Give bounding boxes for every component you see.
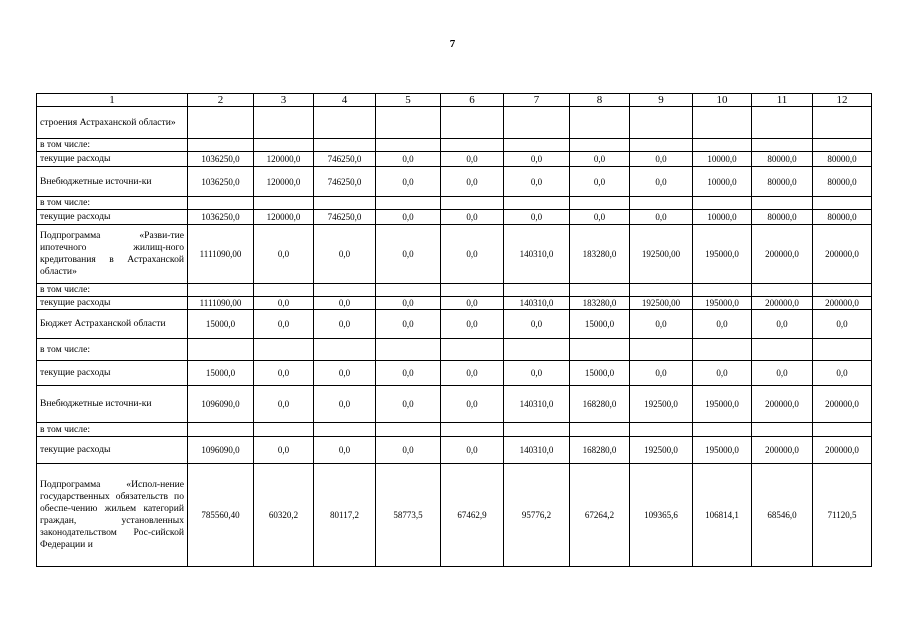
cell-value [630,284,693,297]
cell-value: 0,0 [441,167,504,197]
table-row [37,386,872,423]
cell-value [376,139,441,152]
cell-value: 0,0 [254,297,314,310]
cell-value [188,139,254,152]
cell-value: 200000,0 [752,297,813,310]
cell-value [570,139,630,152]
column-header: 7 [504,94,570,107]
cell-value: 192500,0 [630,386,693,423]
cell-value [376,284,441,297]
cell-value [752,139,813,152]
cell-value: 120000,0 [254,210,314,225]
cell-value [813,339,872,361]
cell-value [314,423,376,437]
cell-value: 200000,0 [752,386,813,423]
cell-value [504,284,570,297]
cell-value: 0,0 [254,361,314,386]
cell-value: 0,0 [441,297,504,310]
cell-value: 0,0 [813,361,872,386]
row-label: в том числе: [37,197,188,210]
cell-value [376,107,441,139]
cell-value [254,339,314,361]
cell-value: 0,0 [630,210,693,225]
cell-value [504,139,570,152]
cell-value: 0,0 [376,210,441,225]
cell-value: 80000,0 [813,167,872,197]
cell-value [314,197,376,210]
cell-value [188,339,254,361]
cell-value [752,284,813,297]
column-header: 4 [314,94,376,107]
cell-value: 785560,40 [188,464,254,567]
cell-value [314,139,376,152]
cell-value [314,284,376,297]
cell-value [570,339,630,361]
cell-value [188,423,254,437]
cell-value [813,423,872,437]
cell-value [376,197,441,210]
cell-value: 192500,00 [630,297,693,310]
table-row [37,210,872,225]
cell-value: 10000,0 [693,210,752,225]
table-row [37,197,872,210]
cell-value: 0,0 [441,361,504,386]
table-row [37,167,872,197]
table-row [37,339,872,361]
cell-value: 195000,0 [693,297,752,310]
cell-value: 0,0 [254,225,314,284]
cell-value: 0,0 [630,361,693,386]
cell-value: 0,0 [376,437,441,464]
cell-value: 0,0 [504,152,570,167]
cell-value [813,107,872,139]
cell-value: 1036250,0 [188,167,254,197]
cell-value: 0,0 [254,386,314,423]
cell-value [188,107,254,139]
cell-value [752,107,813,139]
cell-value: 71120,5 [813,464,872,567]
cell-value: 0,0 [441,225,504,284]
cell-value: 120000,0 [254,167,314,197]
cell-value: 0,0 [441,152,504,167]
cell-value: 200000,0 [813,225,872,284]
table-row [37,225,872,284]
cell-value: 1096090,0 [188,437,254,464]
cell-value: 0,0 [376,386,441,423]
cell-value: 109365,6 [630,464,693,567]
cell-value: 746250,0 [314,167,376,197]
cell-value [693,423,752,437]
cell-value [504,197,570,210]
cell-value: 0,0 [504,167,570,197]
cell-value: 0,0 [254,437,314,464]
table-row [37,361,872,386]
cell-value: 140310,0 [504,225,570,284]
cell-value [752,197,813,210]
row-label: в том числе: [37,284,188,297]
cell-value: 0,0 [570,210,630,225]
row-label: Внебюджетные источни-ки [37,386,188,423]
cell-value: 15000,0 [570,361,630,386]
cell-value [570,107,630,139]
cell-value [570,423,630,437]
cell-value: 195000,0 [693,386,752,423]
row-label: строения Астраханской области» [37,107,188,139]
cell-value: 0,0 [376,225,441,284]
cell-value [254,423,314,437]
row-label: Внебюджетные источни-ки [37,167,188,197]
cell-value: 0,0 [376,167,441,197]
cell-value: 183280,0 [570,297,630,310]
cell-value: 195000,0 [693,225,752,284]
cell-value: 0,0 [376,310,441,339]
cell-value: 0,0 [314,437,376,464]
cell-value: 0,0 [630,152,693,167]
column-header: 2 [188,94,254,107]
cell-value: 0,0 [630,167,693,197]
cell-value [752,339,813,361]
table-row [37,464,872,567]
cell-value: 0,0 [752,310,813,339]
cell-value [570,197,630,210]
row-label: в том числе: [37,339,188,361]
cell-value [441,339,504,361]
cell-value: 746250,0 [314,152,376,167]
cell-value: 67264,2 [570,464,630,567]
cell-value: 200000,0 [813,386,872,423]
column-header: 8 [570,94,630,107]
cell-value: 0,0 [314,297,376,310]
row-label: Бюджет Астраханской области [37,310,188,339]
cell-value: 192500,00 [630,225,693,284]
cell-value: 1036250,0 [188,210,254,225]
cell-value: 80117,2 [314,464,376,567]
cell-value [813,284,872,297]
cell-value: 140310,0 [504,386,570,423]
row-label: в том числе: [37,139,188,152]
cell-value: 140310,0 [504,437,570,464]
cell-value [813,139,872,152]
cell-value: 0,0 [314,361,376,386]
cell-value [376,339,441,361]
cell-value [630,197,693,210]
row-label: текущие расходы [37,152,188,167]
cell-value [693,339,752,361]
cell-value: 0,0 [441,386,504,423]
cell-value: 95776,2 [504,464,570,567]
cell-value: 0,0 [693,361,752,386]
budget-table [36,93,872,567]
cell-value: 67462,9 [441,464,504,567]
cell-value: 140310,0 [504,297,570,310]
cell-value [752,423,813,437]
cell-value: 80000,0 [752,210,813,225]
cell-value: 0,0 [570,167,630,197]
cell-value: 168280,0 [570,386,630,423]
cell-value: 0,0 [376,152,441,167]
row-label: текущие расходы [37,297,188,310]
cell-value [441,284,504,297]
cell-value [188,197,254,210]
table-row [37,310,872,339]
row-label: в том числе: [37,423,188,437]
row-label: Подпрограмма «Испол-нение государственных обязательств по обеспе-чению жильем категорий граждан, установленных законодательством Рос-сийской Федерации и [37,464,188,567]
cell-value: 0,0 [441,310,504,339]
column-header: 10 [693,94,752,107]
page-number: 7 [449,38,456,50]
cell-value [188,284,254,297]
cell-value [504,423,570,437]
cell-value [441,423,504,437]
cell-value: 15000,0 [570,310,630,339]
cell-value: 200000,0 [813,297,872,310]
cell-value: 10000,0 [693,152,752,167]
cell-value: 15000,0 [188,310,254,339]
cell-value: 0,0 [441,210,504,225]
cell-value [630,107,693,139]
cell-value: 80000,0 [752,167,813,197]
cell-value [254,107,314,139]
cell-value [693,139,752,152]
cell-value: 0,0 [693,310,752,339]
cell-value: 0,0 [630,310,693,339]
cell-value [630,139,693,152]
cell-value [630,339,693,361]
cell-value [630,423,693,437]
column-header: 12 [813,94,872,107]
cell-value: 0,0 [752,361,813,386]
cell-value: 120000,0 [254,152,314,167]
cell-value [693,284,752,297]
cell-value [254,139,314,152]
cell-value: 195000,0 [693,437,752,464]
row-label: текущие расходы [37,361,188,386]
cell-value [504,339,570,361]
cell-value: 200000,0 [752,225,813,284]
cell-value: 80000,0 [813,210,872,225]
cell-value: 80000,0 [752,152,813,167]
cell-value: 0,0 [504,361,570,386]
cell-value [254,197,314,210]
table-row [37,297,872,310]
cell-value: 1096090,0 [188,386,254,423]
cell-value: 0,0 [813,310,872,339]
cell-value: 0,0 [504,210,570,225]
row-label: Подпрограмма «Разви-тие ипотечного жилищ-ного кредитования в Астраханской области» [37,225,188,284]
cell-value [813,197,872,210]
cell-value: 200000,0 [813,437,872,464]
cell-value: 168280,0 [570,437,630,464]
cell-value: 106814,1 [693,464,752,567]
cell-value: 0,0 [570,152,630,167]
cell-value [693,107,752,139]
cell-value: 80000,0 [813,152,872,167]
cell-value: 60320,2 [254,464,314,567]
cell-value: 0,0 [314,310,376,339]
cell-value [441,107,504,139]
cell-value: 0,0 [504,310,570,339]
table-row [37,423,872,437]
cell-value: 1111090,00 [188,297,254,310]
cell-value: 0,0 [376,297,441,310]
cell-value [254,284,314,297]
column-header: 5 [376,94,441,107]
cell-value: 183280,0 [570,225,630,284]
cell-value [441,139,504,152]
table-row [37,152,872,167]
cell-value: 192500,0 [630,437,693,464]
cell-value: 200000,0 [752,437,813,464]
cell-value [504,107,570,139]
table-row [37,437,872,464]
cell-value: 1036250,0 [188,152,254,167]
cell-value: 0,0 [254,310,314,339]
cell-value: 68546,0 [752,464,813,567]
cell-value: 0,0 [314,225,376,284]
cell-value: 10000,0 [693,167,752,197]
table-row [37,107,872,139]
cell-value [314,107,376,139]
row-label: текущие расходы [37,437,188,464]
cell-value: 0,0 [314,386,376,423]
cell-value: 0,0 [376,361,441,386]
column-header: 6 [441,94,504,107]
column-header: 1 [37,94,188,107]
column-header: 3 [254,94,314,107]
cell-value: 746250,0 [314,210,376,225]
table-row [37,284,872,297]
cell-value: 0,0 [441,437,504,464]
table-row [37,139,872,152]
column-header: 11 [752,94,813,107]
cell-value: 58773,5 [376,464,441,567]
cell-value [376,423,441,437]
cell-value [314,339,376,361]
column-header: 9 [630,94,693,107]
cell-value: 1111090,00 [188,225,254,284]
cell-value: 15000,0 [188,361,254,386]
cell-value [441,197,504,210]
cell-value [693,197,752,210]
header-row [37,94,872,107]
row-label: текущие расходы [37,210,188,225]
cell-value [570,284,630,297]
